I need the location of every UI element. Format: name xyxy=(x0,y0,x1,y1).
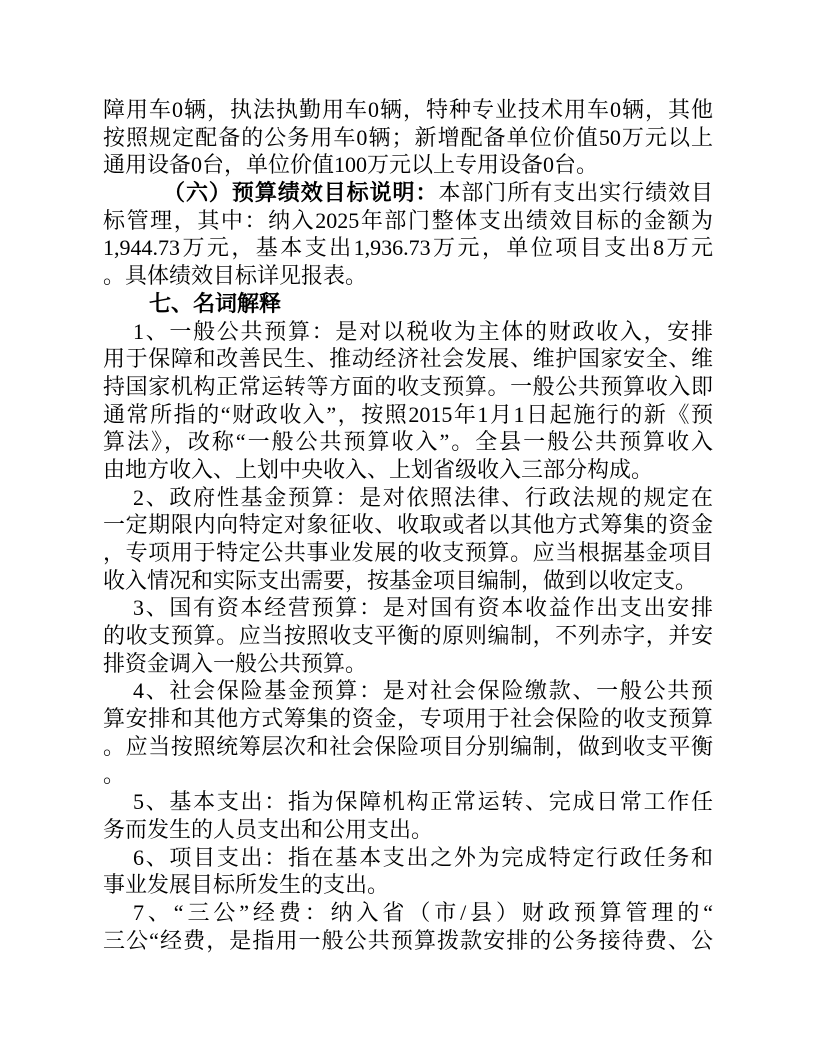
text-line xyxy=(103,733,713,761)
text-line xyxy=(103,401,713,429)
body-text: 本部门所有支出实行绩效目 xyxy=(438,180,713,206)
body-text: 持国家机构正常运转等方面的收支预算。一般公共预算收入即 xyxy=(103,373,713,399)
body-text: 的收支预算。应当按照收支平衡的原则编制，不列赤字，并安 xyxy=(103,623,713,649)
body-text: 事业发展目标所发生的支出。 xyxy=(103,872,390,898)
text-line xyxy=(103,373,713,401)
body-text: 算法》，改称“一般公共预算收入”。全县一般公共预算收入 xyxy=(103,429,713,455)
body-text: 4、社会保险基金预算：是对社会保险缴款、一般公共预 xyxy=(133,678,713,704)
body-text: 由地方收入、上划中央收入、上划省级收入三部分构成。 xyxy=(103,456,654,482)
body-text: 务而发生的人员支出和公用支出。 xyxy=(103,816,434,842)
text-line xyxy=(103,234,713,262)
section-heading-performance-targets xyxy=(103,179,713,207)
text-line xyxy=(103,96,713,124)
section-heading-glossary xyxy=(103,290,713,318)
text-line xyxy=(103,816,713,844)
text-line xyxy=(103,927,713,955)
glossary-item-4-start xyxy=(103,677,713,705)
body-text: 2、政府性基金预算：是对依照法律、行政法规的规定在 xyxy=(133,484,713,510)
body-text: 6、项目支出：指在基本支出之外为完成特定行政任务和 xyxy=(133,844,713,870)
bold-text: 七、名词解释 xyxy=(149,290,282,316)
text-line xyxy=(103,705,713,733)
text-line xyxy=(103,761,713,789)
body-text: 1,944.73万元，基本支出1,936.73万元，单位项目支出8万元 xyxy=(103,235,713,261)
body-text: 。应当按照统筹层次和社会保险项目分别编制，做到收支平衡 xyxy=(103,733,713,759)
text-line xyxy=(103,539,713,567)
text-line xyxy=(103,345,713,373)
body-text: 排资金调入一般公共预算。 xyxy=(103,650,368,676)
body-text: 按照规定配备的公务用车0辆；新增配备单位价值50万元以上 xyxy=(103,124,713,150)
body-text: 通用设备0台，单位价值100万元以上专用设备0台。 xyxy=(103,152,599,178)
glossary-item-3-start xyxy=(103,594,713,622)
body-text: 1、一般公共预算：是对以税收为主体的财政收入，安排 xyxy=(133,318,713,344)
body-text: 3、国有资本经营预算：是对国有资本收益作出支出安排 xyxy=(133,595,713,621)
text-line xyxy=(103,567,713,595)
body-text: 用于保障和改善民生、推动经济社会发展、维护国家安全、维 xyxy=(103,346,713,372)
body-text: 。 xyxy=(103,761,126,787)
text-line xyxy=(103,622,713,650)
text-line xyxy=(103,207,713,235)
text-block xyxy=(103,96,713,954)
body-text: 障用车0辆，执法执勤用车0辆，特种专业技术用车0辆，其他 xyxy=(103,97,713,122)
body-text: 5、基本支出：指为保障机构正常运转、完成日常工作任 xyxy=(133,789,713,815)
text-line xyxy=(103,262,713,290)
glossary-item-2-start xyxy=(103,484,713,512)
text-line xyxy=(103,871,713,899)
body-text: 算安排和其他方式筹集的资金，专项用于社会保险的收支预算 xyxy=(103,706,713,732)
text-line xyxy=(103,151,713,179)
body-text: 7、“三公”经费：纳入省（市/县）财政预算管理的“ xyxy=(133,899,713,925)
glossary-item-6-start xyxy=(103,844,713,872)
glossary-item-7-start xyxy=(103,899,713,927)
body-text: 三公“经费，是指用一般公共预算拨款安排的公务接待费、公 xyxy=(103,927,713,953)
text-line xyxy=(103,650,713,678)
body-text: 。具体绩效目标详见报表。 xyxy=(103,263,368,289)
bold-text: （六）预算绩效目标说明： xyxy=(163,180,439,206)
body-text: 标管理，其中：纳入2025年部门整体支出绩效目标的金额为 xyxy=(103,207,713,233)
text-line xyxy=(103,511,713,539)
body-text: ，专项用于特定公共事业发展的收支预算。应当根据基金项目 xyxy=(103,540,713,565)
text-line xyxy=(103,456,713,484)
glossary-item-5-start xyxy=(103,788,713,816)
glossary-item-1-start xyxy=(103,318,713,346)
body-text: 一定期限内向特定对象征收、收取或者以其他方式筹集的资金 xyxy=(103,512,713,538)
text-line xyxy=(103,428,713,456)
body-text: 收入情况和实际支出需要，按基金项目编制，做到以收定支。 xyxy=(103,567,698,593)
body-text: 通常所指的“财政收入”，按照2015年1月1日起施行的新《预 xyxy=(103,401,713,427)
text-line xyxy=(103,124,713,152)
